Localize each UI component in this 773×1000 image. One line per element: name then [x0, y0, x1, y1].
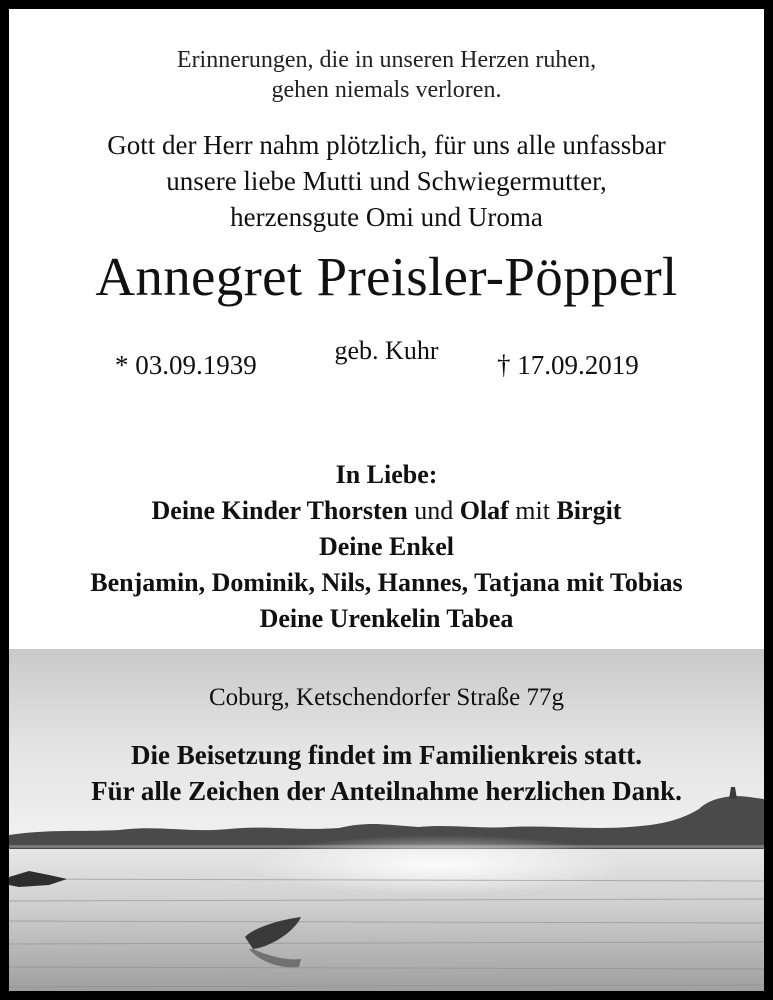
- mourners-list: [9, 457, 764, 637]
- obituary-text-area: [9, 9, 764, 649]
- children-second: Olaf: [459, 496, 509, 525]
- deceased-name: Annegret Preisler-Pöpperl: [95, 246, 678, 307]
- great-grandchild: Deine Urenkelin Tabea: [259, 604, 514, 633]
- intro-text: [9, 127, 764, 235]
- notice-line: Die Beisetzung findet im Familienkreis statt.: [131, 740, 642, 770]
- memorial-quote: [9, 45, 764, 105]
- grandchildren-names: Benjamin, Dominik, Nils, Hannes, Tatjana mit Tobias: [90, 568, 683, 597]
- funeral-notice: [9, 737, 764, 809]
- intro-line: herzensgute Omi und Uroma: [230, 202, 543, 232]
- lake-photo: [9, 649, 764, 991]
- mourners-heading: In Liebe:: [335, 460, 438, 489]
- notice-line: Für alle Zeichen der Anteilnahme herzlichen Dank.: [91, 776, 682, 806]
- birth-date: * 03.09.1939: [115, 350, 257, 380]
- children-line: [9, 493, 764, 529]
- quote-line: gehen niemals verloren.: [271, 77, 502, 103]
- children-and: und: [414, 496, 454, 525]
- quote-line: Erinnerungen, die in unseren Herzen ruhen,: [176, 47, 597, 73]
- death-date: † 17.09.2019: [497, 350, 639, 380]
- children-partner: Birgit: [556, 496, 622, 525]
- address-line: Coburg, Ketschendorfer Straße 77g: [208, 684, 564, 711]
- children-prefix: Deine Kinder Thorsten: [151, 496, 408, 525]
- birth-name: geb. Kuhr: [334, 336, 439, 365]
- children-with: mit: [515, 496, 550, 525]
- grandchildren-heading: Deine Enkel: [318, 532, 455, 561]
- intro-line: unsere liebe Mutti und Schwiegermutter,: [166, 166, 607, 196]
- intro-line: Gott der Herr nahm plötzlich, für uns alle unfassbar: [107, 130, 666, 160]
